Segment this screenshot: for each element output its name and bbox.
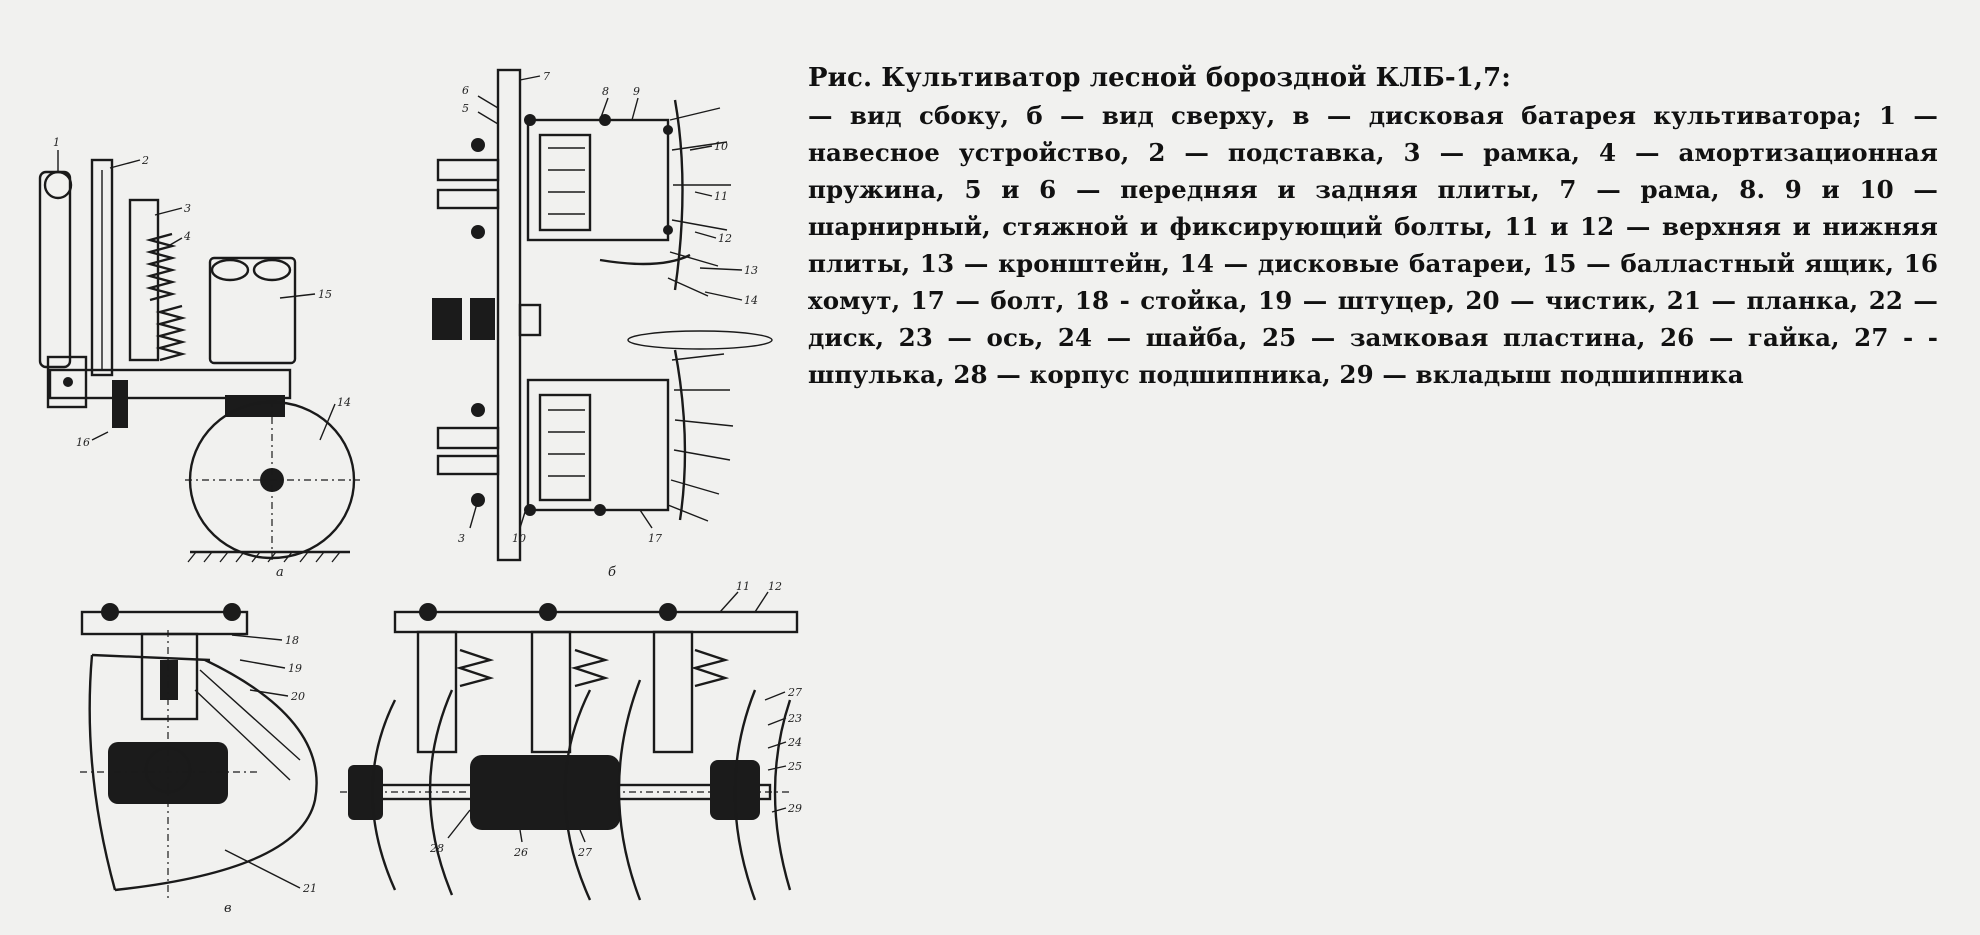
view-letter: а [276,565,284,580]
part-number-label: 3 [458,532,465,545]
part-number-label: 2 [142,154,149,167]
part-number-label: 14 [337,396,351,409]
part-number-label: 12 [718,232,732,245]
part-number-label: 24 [788,736,802,749]
part-number-label: 26 [514,846,528,859]
part-number-label: 10 [512,532,526,545]
part-number-label: 17 [648,532,662,545]
part-number-label: 7 [543,70,550,83]
part-number-label: 13 [744,264,758,277]
part-number-label: 6 [462,84,469,97]
part-number-label: 10 [714,140,728,153]
part-number-label: 4 [184,230,191,243]
battery-view [80,580,802,916]
part-number-label: 21 [303,882,317,895]
figure-caption-text: — вид сбоку, б — вид сверху, в — дисковая батарея культиватора; 1 — навесное устройство, 2 — подставка, 3 — рамка, 4 — амортизационная пружина, 5 и 6 — передняя и задняя плиты, 7 — рама, 8. 9 и 10 — шарнирный, стяжной и фиксирующий болты, 11 и 12 — верхняя и нижняя плиты, 13 — кронштейн, 14 — дисковые батареи, 15 — балластный ящик, 16 хомут, 17 — болт, 18 - стойка, 19 — штуцер, 20 — чистик, 21 — планка, 22 — диск, 23 — ось, 24 — шайба, 25 — замковая пластина, 26 — гайка, 27 - - шпулька, 28 — корпус подшипника, 29 — вкладыш подшипника [808,101,1938,389]
part-number-label: 5 [462,102,469,115]
part-number-label: 16 [76,436,90,449]
part-number-label: 27 [578,846,592,859]
part-number-label: 25 [788,760,802,773]
part-number-label: 20 [291,690,305,703]
part-number-label: 29 [788,802,802,815]
part-number-label: 1 [53,136,60,149]
part-number-label: 14 [744,294,758,307]
part-number-label: 11 [714,190,728,203]
view-letter: в [224,901,232,916]
part-number-label: 18 [285,634,299,647]
part-number-label: 8 [602,85,609,98]
figure-title: Рис. Культиватор лесной бороздной КЛБ-1,7: [808,63,1511,93]
part-number-label: 9 [633,85,640,98]
view-letter: б [608,565,616,580]
part-number-label: 28 [430,842,444,855]
side-view [40,136,360,580]
part-number-label: 15 [318,288,332,301]
part-number-label: 12 [768,580,782,593]
part-number-label: 23 [788,712,802,725]
part-number-label: 27 [788,686,802,699]
figure-caption [808,60,1938,393]
part-number-label: 3 [184,202,191,215]
part-number-label: 19 [288,662,302,675]
top-view [432,70,772,580]
part-number-label: 11 [736,580,750,593]
